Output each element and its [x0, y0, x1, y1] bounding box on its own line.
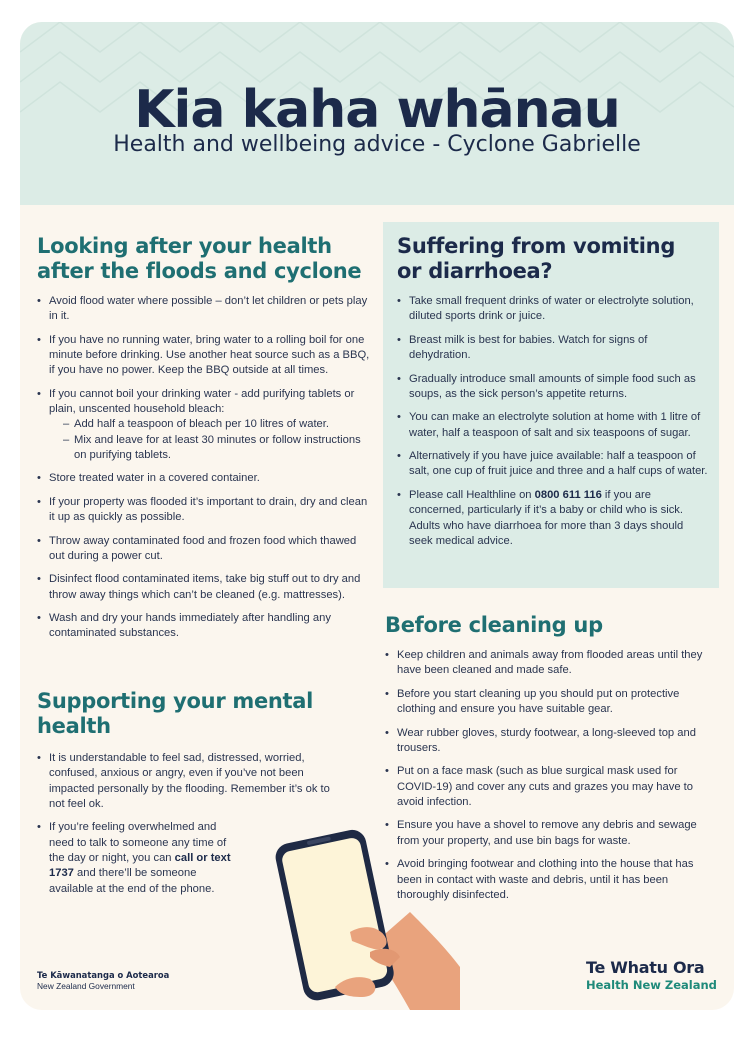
list-item: • If you have no running water, bring water to a rolling boil for one minute before drinking. Use another heat source such as a BBQ, if you have no power. Keep the BBQ outside at all times. [37, 333, 373, 379]
nz-government-logo [37, 970, 169, 992]
list-item-text: if you are concerned, particularly if it’s a baby or child who is sick. Adults who have diarrhoea for more than 3 days should seek medical advice. [409, 488, 684, 547]
sub-list-item: – Add half a teaspoon of bleach per 10 litres of water. [63, 417, 373, 432]
poster-card [20, 22, 734, 1010]
vomiting-heading-line2: or diarrhoea? [397, 259, 553, 283]
mental-heading-line1: Supporting your mental [37, 689, 314, 713]
hnz-logo-line1: Te Whatu Ora [586, 958, 705, 977]
health-heading-line1: Looking after your health [37, 234, 332, 258]
list-item: • Wear rubber gloves, sturdy footwear, a long-sleeved top and trousers. [385, 726, 719, 757]
list-item: • Ensure you have a shovel to remove any debris and sewage from your property, and use bin bags for waste. [385, 818, 719, 849]
list-item: • It is understandable to feel sad, distressed, worried, confused, anxious or angry, even if you’ve not been impacted personally by the flooding. Remember it’s ok to not feel ok. [37, 751, 333, 812]
healthline-number: 0800 611 116 [534, 488, 602, 501]
list-item: • Throw away contaminated food and frozen food which thawed out during a power cut. [37, 534, 373, 565]
list-item: • If your property was flooded it’s important to drain, dry and clean it up as quickly as possible. [37, 495, 373, 526]
cleaning-heading: Before cleaning up [385, 613, 603, 637]
gov-logo-line2: New Zealand Government [37, 981, 135, 991]
list-item: • Take small frequent drinks of water or electrolyte solution, diluted sports drink or juice. [397, 294, 709, 325]
page-subtitle: Health and wellbeing advice - Cyclone Gabrielle [113, 132, 641, 157]
list-item [37, 387, 373, 463]
vomiting-bullet-list [397, 294, 709, 549]
list-item [37, 820, 237, 896]
list-item-text: If you’re feeling overwhelmed and need to talk to someone any time of the day or night, you can [49, 821, 227, 864]
list-item: • Alternatively if you have juice available: half a teaspoon of salt, one cup of fruit juice and three and a half cups of water. [397, 449, 709, 480]
page-title: Kia kaha whānau [134, 80, 620, 140]
list-item: • Avoid bringing footwear and clothing into the house that has been in contact with waste and debris, until it has been thoroughly disinfected. [385, 857, 719, 903]
list-item: • Before you start cleaning up you should put on protective clothing and ensure you have suitable gear. [385, 687, 719, 718]
list-item-text: and there’ll be someone available at the end of the phone. [49, 867, 215, 895]
list-item: • You can make an electrolyte solution at home with 1 litre of water, half a teaspoon of salt and six teaspoons of sugar. [397, 410, 709, 441]
list-item: • Breast milk is best for babies. Watch for signs of dehydration. [397, 333, 709, 364]
mental-heading-line2: health [37, 714, 111, 738]
hand-holding-phone-illustration [250, 817, 460, 1010]
health-section [37, 234, 373, 650]
list-item: • Gradually introduce small amounts of simple food such as soups, as the sick person’s appetite returns. [397, 372, 709, 403]
list-item: • Keep children and animals away from flooded areas until they have been cleaned and made safe. [385, 648, 719, 679]
phone-number-1737: call or text 1737 [49, 851, 231, 880]
health-bullet-list [37, 294, 373, 642]
health-heading [37, 234, 373, 284]
gov-logo-line1: Te Kāwanatanga o Aotearoa [37, 970, 170, 980]
list-item: • Put on a face mask (such as blue surgical mask used for COVID-19) and cover any cuts and grazes you may have to avoid infection. [385, 764, 719, 810]
list-item: • Avoid flood water where possible – don’t let children or pets play in it. [37, 294, 373, 325]
list-item: • Wash and dry your hands immediately after handling any contaminated substances. [37, 611, 373, 642]
list-item-text: If you cannot boil your drinking water - add purifying tablets or plain, unscented household bleach: [49, 387, 355, 416]
mental-heading [37, 689, 337, 739]
vomiting-section [383, 222, 719, 588]
header-banner [20, 22, 734, 205]
health-nz-logo [586, 958, 717, 992]
list-item: • Store treated water in a covered container. [37, 471, 373, 486]
sub-bullet-list [63, 417, 373, 463]
sub-list-item: – Mix and leave for at least 30 minutes or follow instructions on purifying tablets. [63, 433, 373, 464]
list-item-text: Please call Healthline on [409, 488, 535, 501]
hnz-logo-line2: Health New Zealand [586, 978, 717, 992]
vomiting-heading-line1: Suffering from vomiting [397, 234, 676, 258]
list-item [397, 488, 709, 549]
vomiting-heading [397, 234, 709, 284]
health-heading-line2: after the floods and cyclone [37, 259, 362, 283]
list-item: • Disinfect flood contaminated items, take big stuff out to dry and throw away things which can’t be cleaned (e.g. mattresses). [37, 572, 373, 603]
